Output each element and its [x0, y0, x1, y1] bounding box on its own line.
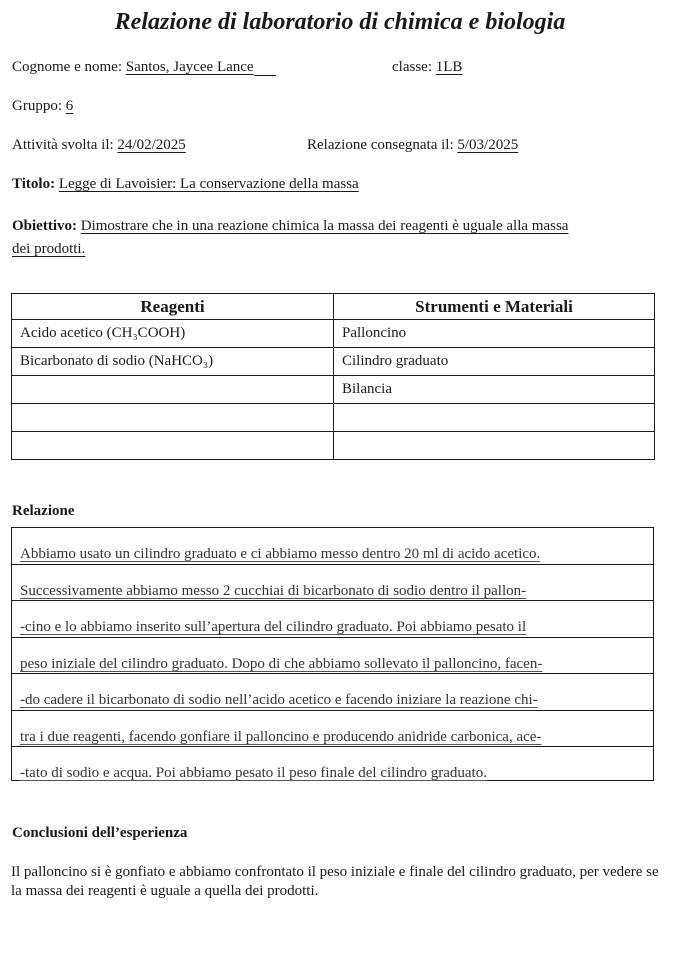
instrument-cell: Cilindro graduato: [334, 348, 655, 376]
student-name-value: Santos, Jaycee Lance: [125, 59, 254, 75]
activity-date-label: Attività svolta il:: [12, 137, 114, 153]
group-field: [12, 98, 73, 115]
instrument-cell: [334, 404, 655, 432]
report-title-value: Legge di Lavoisier: La conservazione della massa: [58, 176, 359, 192]
objective-label: Obiettivo:: [12, 218, 77, 234]
objective-field: [12, 218, 568, 235]
line-divider: [12, 564, 653, 565]
objective-text-line1: Dimostrare che in una reazione chimica la massa dei reagenti è uguale alla massa: [80, 218, 569, 234]
class-field: [392, 59, 462, 76]
line-divider: [12, 637, 653, 638]
line-divider: [12, 710, 653, 711]
line-divider: [12, 600, 653, 601]
materials-table-header: [12, 294, 655, 320]
relazione-line: -cino e lo abbiamo inserito sull’apertura del cilindro graduato. Poi abbiamo pesato il: [20, 619, 527, 635]
relazione-line: -tato di sodio e acqua. Poi abbiamo pesato il peso finale del cilindro graduato.: [20, 765, 487, 781]
student-name-field: [12, 59, 276, 76]
instrument-cell: Bilancia: [334, 376, 655, 404]
name-underline-blank: [254, 63, 276, 76]
instrument-cell: Palloncino: [334, 320, 655, 348]
conclusioni-heading: Conclusioni dell’esperienza: [12, 825, 188, 841]
table-row: [12, 376, 655, 404]
delivery-date-label: Relazione consegnata il:: [307, 137, 454, 153]
objective-text-line2: dei prodotti.: [12, 241, 86, 257]
report-title-field: [12, 176, 359, 193]
group-value: 6: [65, 98, 74, 114]
relazione-line: -do cadere il bicarbonato di sodio nell’acido acetico e facendo iniziare la reazione chi-: [20, 692, 538, 708]
relazione-line: Abbiamo usato un cilindro graduato e ci abbiamo messo dentro 20 ml di acido acetico.: [20, 546, 541, 562]
group-label: Gruppo:: [12, 98, 62, 114]
table-row: [12, 432, 655, 460]
materials-table: [11, 293, 655, 460]
reagents-header: Reagenti: [12, 294, 334, 320]
activity-date-field: [12, 137, 186, 154]
relazione-box: [11, 527, 654, 781]
reagent-cell: Acido acetico (CH₃COOH): [12, 320, 334, 348]
page-title: Relazione di laboratorio di chimica e biologia: [114, 9, 566, 35]
relazione-line: Successivamente abbiamo messo 2 cucchiai di bicarbonato di sodio dentro il pallon-: [20, 583, 527, 599]
relazione-heading: Relazione: [12, 503, 75, 519]
table-row: [12, 320, 655, 348]
relazione-line: peso iniziale del cilindro graduato. Dopo di che abbiamo sollevato il palloncino, facen-: [20, 656, 543, 672]
line-divider: [12, 746, 653, 747]
reagent-cell: [12, 404, 334, 432]
reagent-cell: [12, 432, 334, 460]
delivery-date-value: 5/03/2025: [457, 137, 519, 153]
class-value: 1LB: [435, 59, 463, 75]
conclusioni-text: Il palloncino si è gonfiato e abbiamo confrontato il peso iniziale e finale del cilindro graduato, per vedere se la massa dei reagenti è uguale a quella dei prodotti.: [11, 864, 659, 899]
line-divider: [12, 673, 653, 674]
activity-date-value: 24/02/2025: [117, 137, 186, 153]
report-title-label: Titolo:: [12, 176, 56, 192]
table-row: [12, 348, 655, 376]
reagent-cell: Bicarbonato di sodio (NaHCO₃): [12, 348, 334, 376]
student-name-label: Cognome e nome:: [12, 59, 122, 75]
class-label: classe:: [392, 59, 432, 75]
instruments-header: Strumenti e Materiali: [334, 294, 655, 320]
table-row: [12, 404, 655, 432]
relazione-line: tra i due reagenti, facendo gonfiare il palloncino e producendo anidride carbonica, ace-: [20, 729, 542, 745]
reagent-cell: [12, 376, 334, 404]
delivery-date-field: [307, 137, 518, 154]
instrument-cell: [334, 432, 655, 460]
